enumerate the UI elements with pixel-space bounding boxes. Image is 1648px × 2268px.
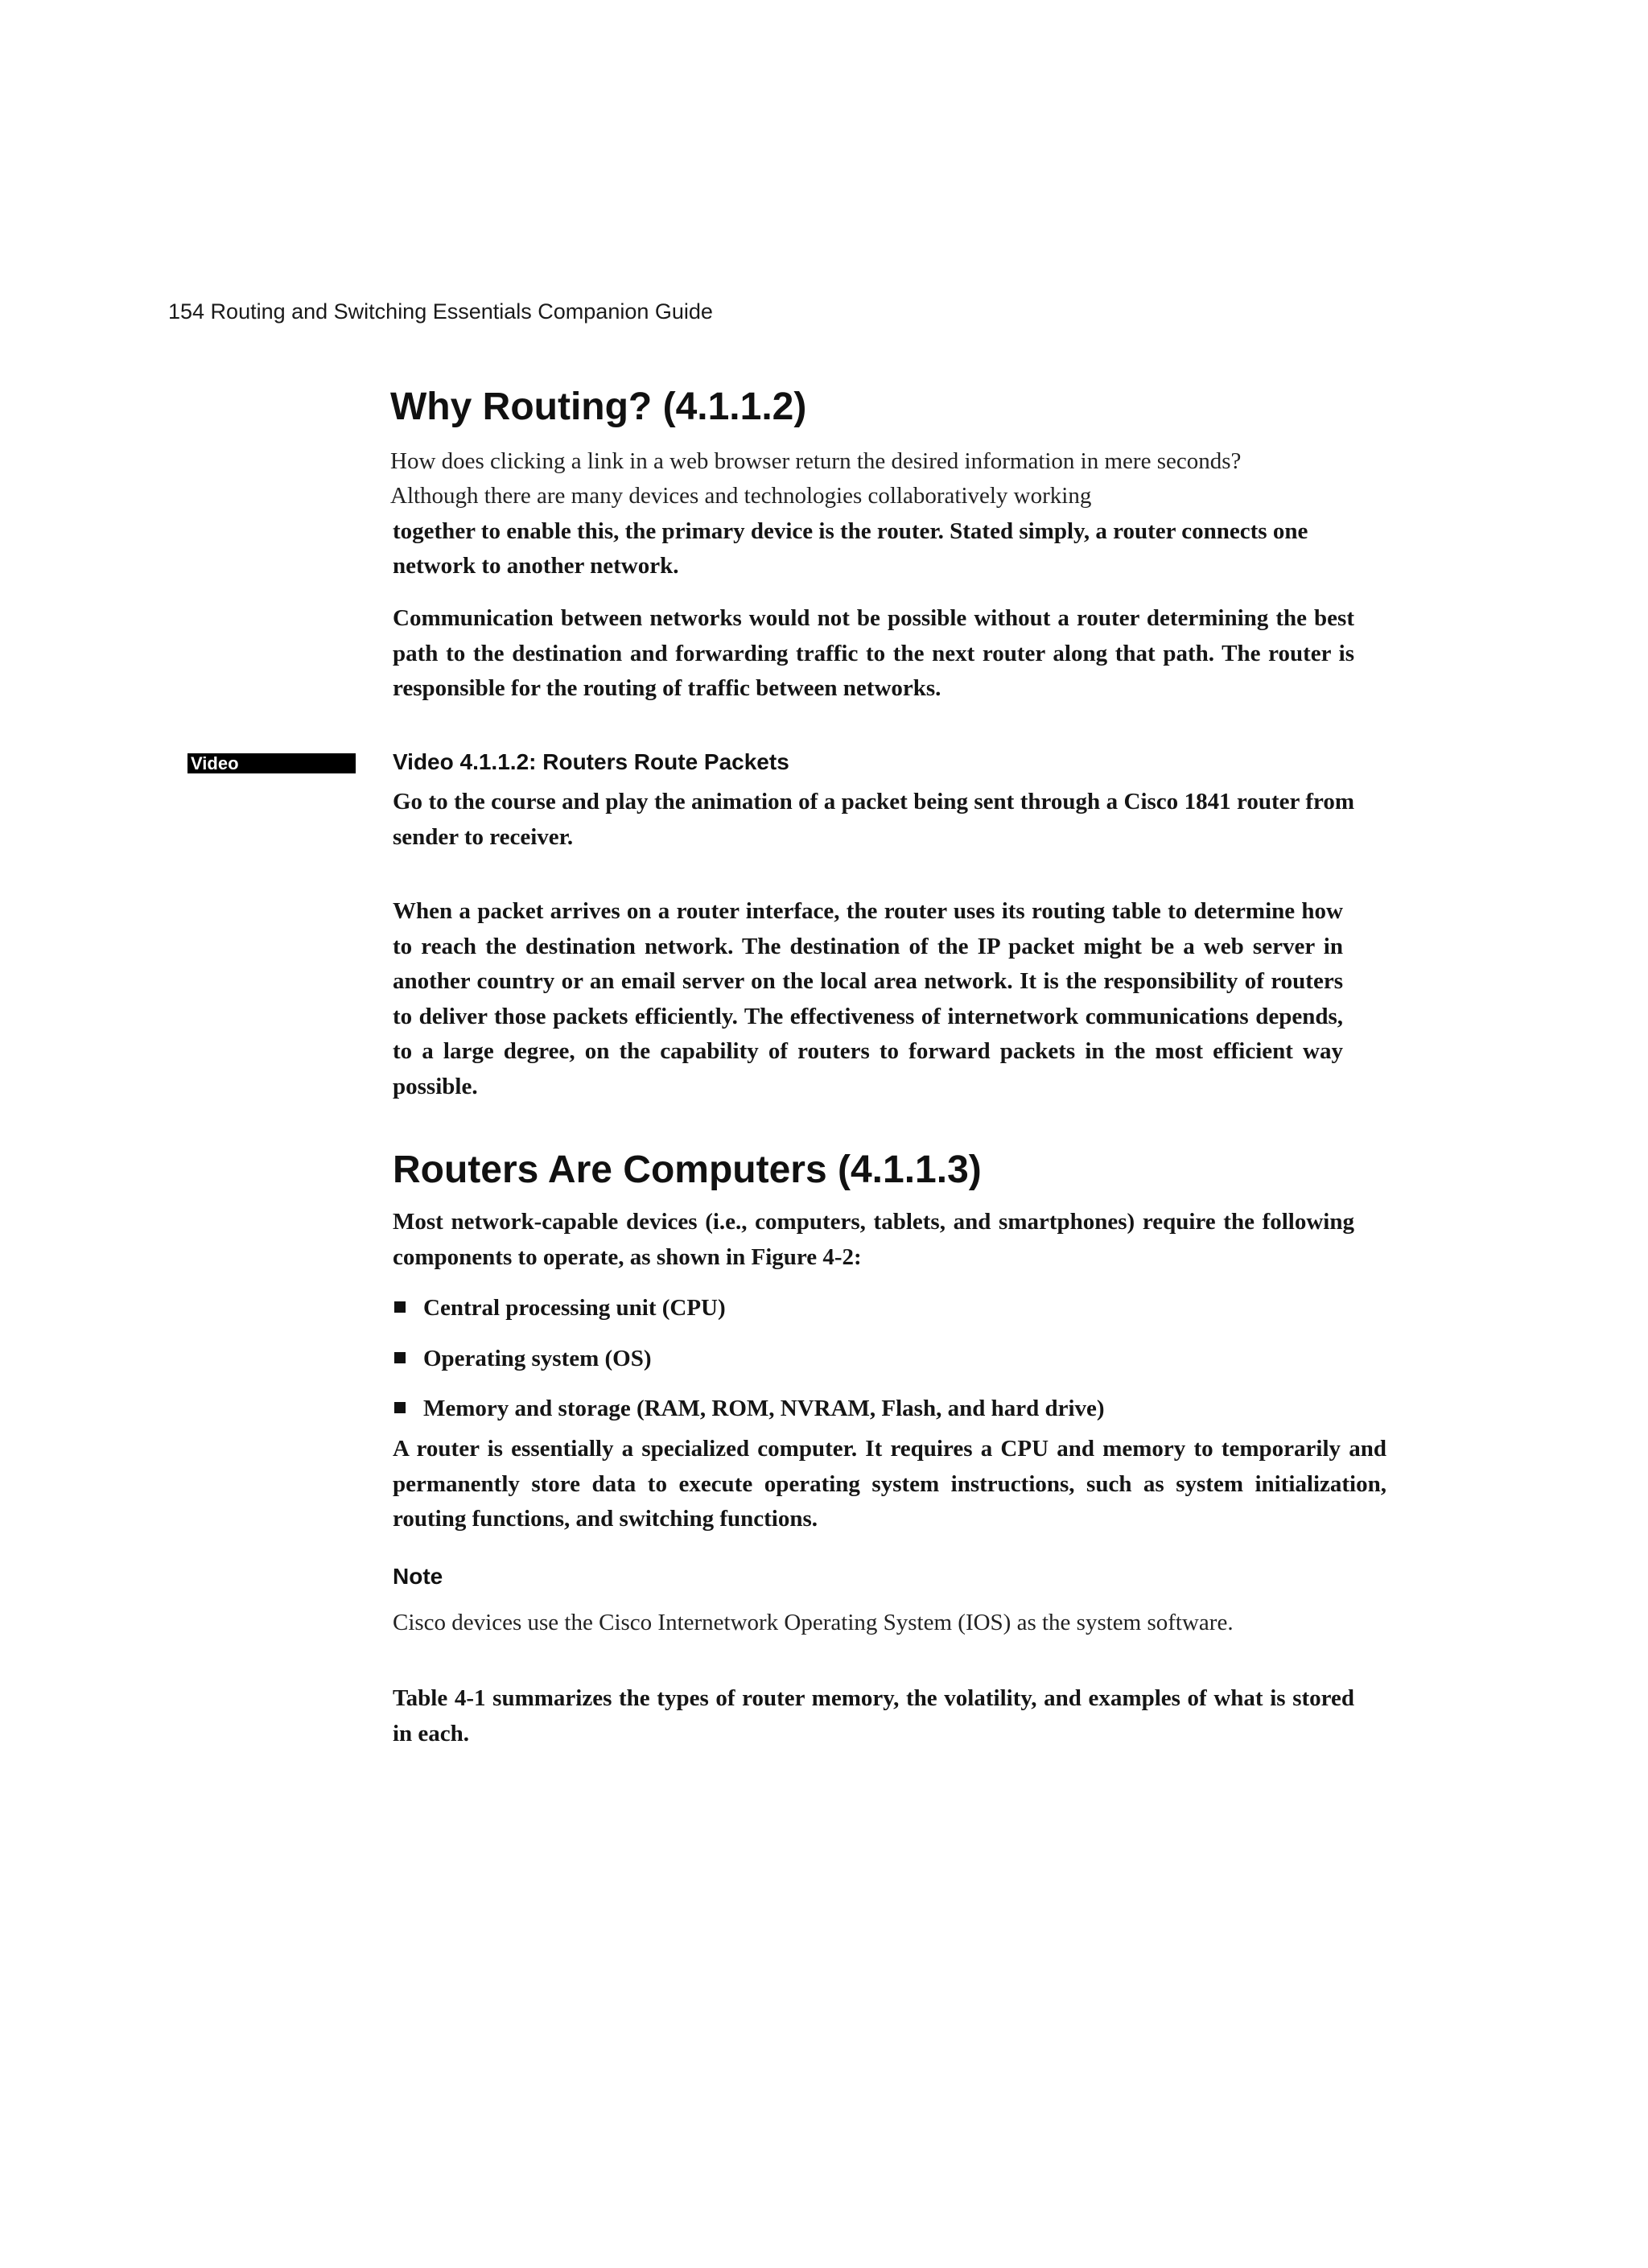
note-text: Cisco devices use the Cisco Internetwork Operating System (IOS) as the system software. — [393, 1610, 1234, 1635]
intro-line-2: Although there are many devices and technologies collaboratively working — [390, 483, 1092, 509]
bullet-square-icon — [394, 1301, 406, 1313]
video-tag: Video — [187, 753, 356, 773]
bullet-text: Central processing unit (CPU) — [423, 1295, 726, 1321]
section-heading-why-routing: Why Routing? (4.1.1.2) — [390, 386, 807, 428]
section-heading-routers-are-computers: Routers Are Computers (4.1.1.3) — [393, 1148, 982, 1191]
intro-line-4: network to another network. — [393, 553, 679, 579]
intro-line-3: together to enable this, the primary device is the router. Stated simply, a router connects one — [393, 518, 1308, 544]
bullet-item — [394, 1342, 652, 1376]
paragraph-router-computer: A router is essentially a specialized computer. It requires a CPU and memory to temporarily and permanently store data to execute operating system instructions, such as system initialization, routing functions, and switching functions. — [393, 1436, 1386, 1532]
intro-line-1: How does clicking a link in a web browser return the desired information in mere seconds? — [390, 448, 1242, 474]
running-head: 154 Routing and Switching Essentials Companion Guide — [168, 299, 713, 324]
paragraph-packet-arrival: When a packet arrives on a router interface, the router uses its routing table to determine how to reach the destination network. The destination of the IP packet might be a web server in another country or an email server on the local area network. It is the responsibility of routers to deliver those packets efficiently. The effectiveness of internetwork communications depends, to a large degree, on the capability of routers to forward packets in the most efficient way possible. — [393, 898, 1343, 1099]
section2-intro: Most network-capable devices (i.e., computers, tablets, and smartphones) require the following components to operate, as shown in Figure 4-2: — [393, 1209, 1354, 1270]
bullet-text: Operating system (OS) — [423, 1346, 652, 1371]
paragraph-table-summary: Table 4-1 summarizes the types of router memory, the volatility, and examples of what is stored in each. — [393, 1685, 1354, 1746]
bullet-item — [394, 1392, 1105, 1426]
video-description: Go to the course and play the animation of a packet being sent through a Cisco 1841 router from sender to receiver. — [393, 789, 1354, 850]
note-label: Note — [393, 1564, 443, 1589]
bullet-square-icon — [394, 1402, 406, 1413]
video-title: Video 4.1.1.2: Routers Route Packets — [393, 749, 789, 774]
bullet-square-icon — [394, 1352, 406, 1363]
bullet-text: Memory and storage (RAM, ROM, NVRAM, Flash, and hard drive) — [423, 1396, 1105, 1421]
bullet-item — [394, 1291, 726, 1326]
paragraph-communication: Communication between networks would not be possible without a router determining the best path to the destination and forwarding traffic to the next router along that path. The router is responsible for the routing of traffic between networks. — [393, 605, 1354, 701]
